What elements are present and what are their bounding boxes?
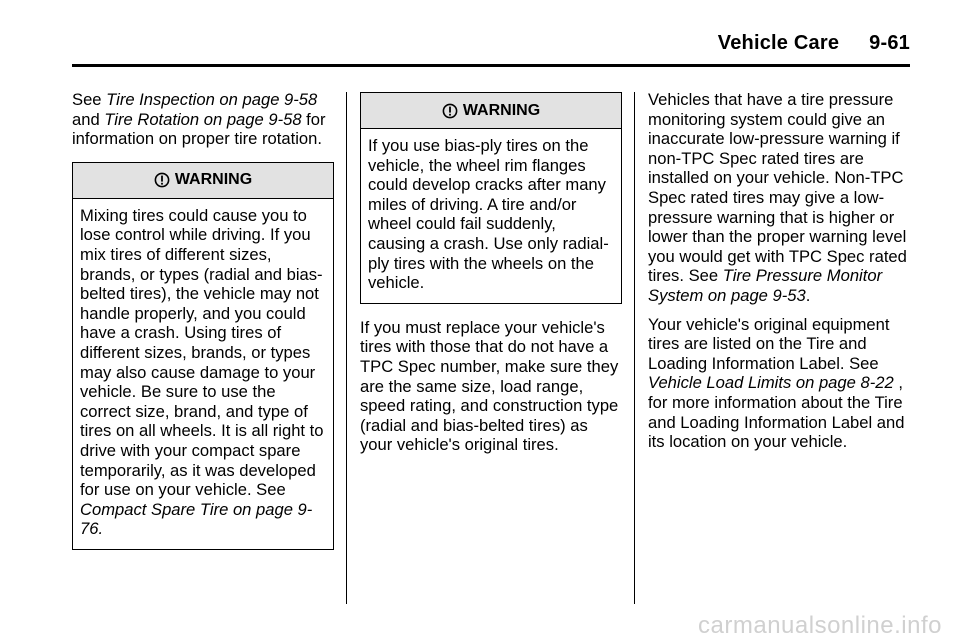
column-left [72, 90, 334, 564]
warning-box [72, 162, 334, 550]
replacement-paragraph: If you must replace your vehicle's tires with those that do not have a TPC Spec number, make sure they are the same size, load range, speed rating, and construction type (radial and bias-belted tires) as your vehicle's original tires. [360, 317, 619, 455]
warning-label: WARNING [174, 171, 253, 189]
section-title: Vehicle Care [717, 32, 840, 54]
warning-box [360, 92, 622, 304]
warning-label: WARNING [462, 101, 541, 119]
warning-icon [154, 172, 170, 188]
page-number: 9-61 [869, 32, 910, 54]
warning-header [73, 163, 333, 199]
column-middle [360, 92, 622, 464]
link-compact-spare[interactable]: Compact Spare Tire on page 9-76. [80, 499, 313, 539]
link-tire-rotation[interactable]: Tire Rotation on page 9-58 [104, 109, 302, 129]
watermark: carmanualsonline.info [698, 612, 942, 639]
page-title [718, 32, 910, 55]
tpms-paragraph: Vehicles that have a tire pressure monitoring system could give an inaccurate low-pressure warning if non-TPC Spec rated tires are installed on your vehicle. Non-TPC Spec rated tires may give a low-pressure warning that is higher or lower than the proper warning level you would get with TPC Spec rated tires. See Tire Pressure Monitor System on page 9-53. [648, 90, 907, 305]
link-tire-pressure-monitor[interactable]: Tire Pressure Monitor System on page 9-53 [648, 266, 883, 305]
warning-text: If you use bias-ply tires on the vehicle, the wheel rim flanges could develop cracks after many miles of driving. A tire and/or wheel could fail suddenly, causing a crash. Use only radial-ply tires with the wheels on the vehicle. [368, 136, 609, 293]
original-tires-paragraph: Your vehicle's original equipment tires are listed on the Tire and Loading Information Label. See Vehicle Load Limits on page 8-22 , for more information about the Tire and Loading Information Label and its location on your vehicle. [648, 314, 905, 452]
warning-text: Mixing tires could cause you to lose control while driving. If you mix tires of different sizes, brands, or types (radial and bias-belted tires), the vehicle may not handle properly, and you could have a crash. Using tires of different sizes, brands, or types may also cause damage to your vehicle. Be sure to use the correct size, brand, and type of tires on all wheels. It is all right to drive with your compact spare temporarily, as it was developed for use on your vehicle. See Compact Spare Tire on page 9-76. [80, 205, 324, 539]
column-divider [346, 92, 347, 604]
warning-icon [442, 103, 458, 119]
page-header [72, 28, 910, 67]
intro-paragraph: See Tire Inspection on page 9-58 and Tire Rotation on page 9-58 for information on proper tire rotation. [72, 90, 326, 149]
link-vehicle-load-limits[interactable]: Vehicle Load Limits on page 8-22 [648, 373, 894, 393]
warning-header [361, 93, 621, 129]
column-right [648, 90, 910, 461]
column-divider [634, 92, 635, 604]
link-tire-inspection[interactable]: Tire Inspection on page 9-58 [106, 90, 318, 109]
